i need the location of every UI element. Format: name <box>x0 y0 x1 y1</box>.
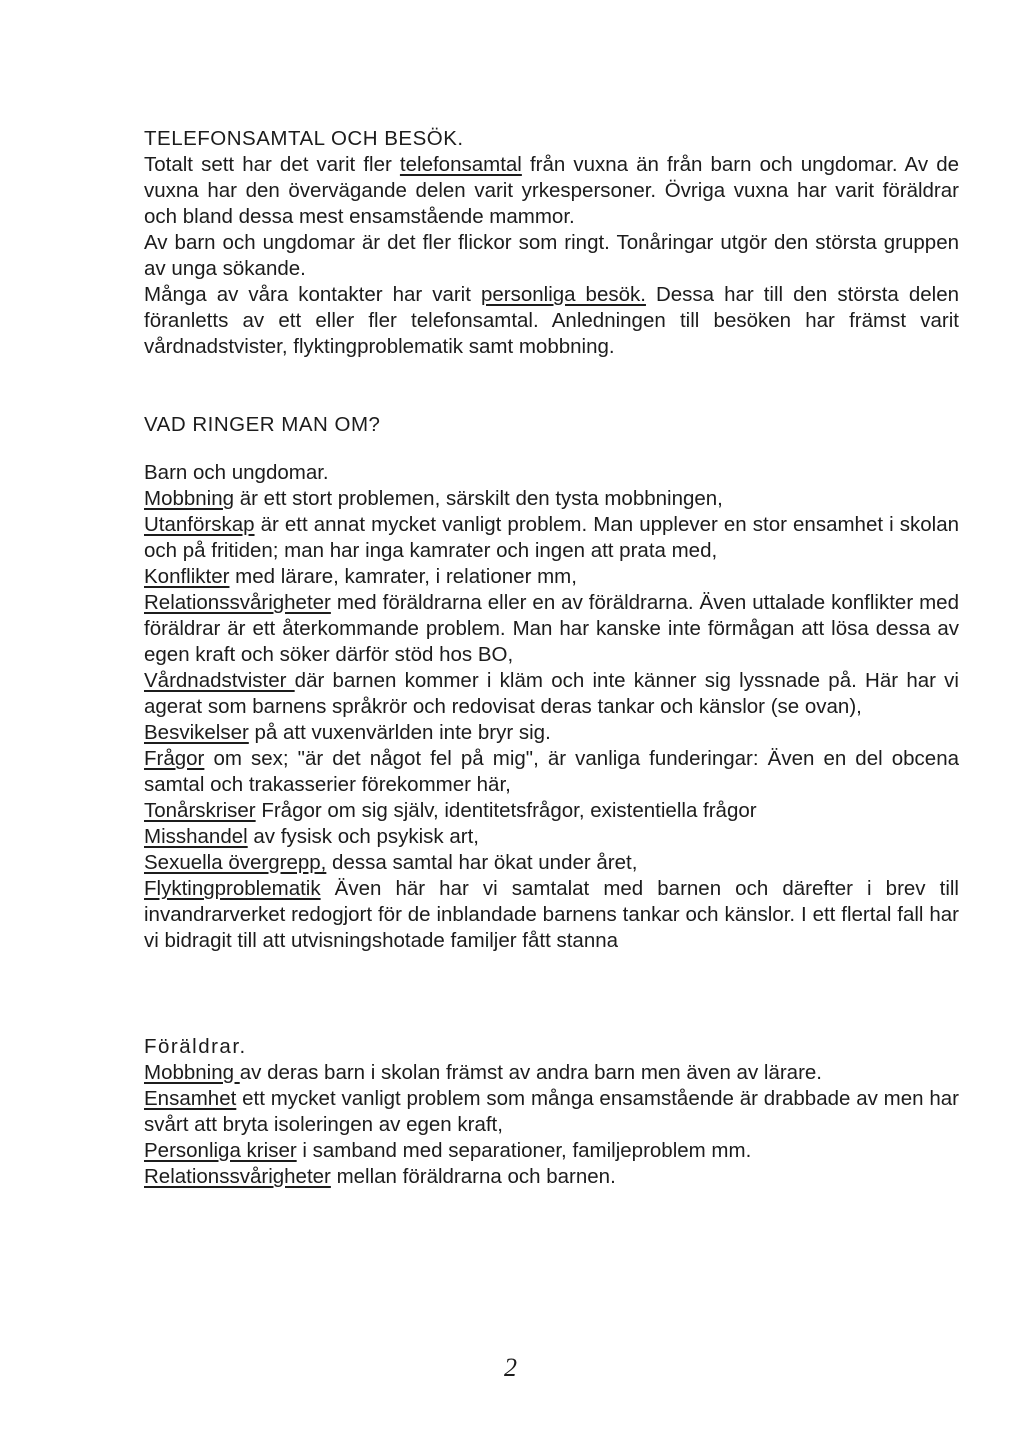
paragraph-text: Totalt sett har det varit fler <box>144 153 400 176</box>
paragraph-text: Många av våra kontakter har varit <box>144 283 481 306</box>
list-term: Besvikelser <box>144 721 249 744</box>
list-term: Tonårskriser <box>144 799 256 822</box>
list-term: Mobbning <box>144 487 235 510</box>
section-heading-calls-visits: TELEFONSAMTAL OCH BESÖK. <box>144 127 464 150</box>
list-item <box>144 850 959 876</box>
list-term: Utanförskap <box>144 513 255 536</box>
list-text: i samband med separationer, familjeproblem mm. <box>296 1139 752 1162</box>
list-item <box>144 876 959 954</box>
list-term: Misshandel <box>144 825 248 848</box>
list-text: dessa samtal har ökat under året, <box>326 851 638 874</box>
underlined-term: personliga besök. <box>480 283 646 306</box>
underlined-term: telefonsamtal <box>399 153 522 176</box>
list-item <box>144 798 959 824</box>
list-text: är ett stort problemen, särskilt den tysta mobbningen, <box>234 487 723 510</box>
section-heading-what-calls: VAD RINGER MAN OM? <box>144 413 381 436</box>
list-term: Relationssvårigheter <box>144 591 331 614</box>
list-item <box>144 486 959 512</box>
list-item <box>144 1138 959 1164</box>
list-item <box>144 1086 959 1138</box>
paragraph-calls <box>144 152 959 230</box>
list-text: där barnen kommer i kläm och inte känner sig lyssnade på. Här har vi agerat som barnens språkrör och redovisat deras tankar och känslor (se ovan), <box>144 669 959 718</box>
list-term: Frågor <box>144 747 205 770</box>
list-text: om sex; "är det något fel på mig", är vanliga funderingar: Även en del obcena samtal och trakasserier förekommer här, <box>144 747 959 796</box>
list-text: av deras barn i skolan främst av andra barn men även av lärare. <box>239 1061 823 1084</box>
list-text: är ett annat mycket vanligt problem. Man upplever en stor ensamhet i skolan och på fritiden; man har inga kamrater och ingen att prata med, <box>144 513 959 562</box>
page-number: 2 <box>504 1353 517 1382</box>
list-item <box>144 746 959 798</box>
list-item <box>144 824 959 850</box>
list-term: Ensamhet <box>144 1087 237 1110</box>
list-text: med lärare, kamrater, i relationer mm, <box>229 565 577 588</box>
paragraph-text: Dessa har till den största delen föranletts av ett eller fler telefonsamtal. Anledningen till besöken har främst varit vårdnadstvister, flyktingproblematik samt mobbning. <box>144 283 960 358</box>
paragraph-text: från vuxna än från barn och ungdomar. Av de vuxna har den övervägande delen varit yrkespersoner. Övriga vuxna har varit föräldrar och bland dessa mest ensamstående mammor. <box>144 153 959 228</box>
list-term: Relationssvårigheter <box>144 1165 331 1188</box>
list-text: på att vuxenvärlden inte bryr sig. <box>248 721 551 744</box>
list-text: av fysisk och psykisk art, <box>247 825 479 848</box>
list-text: ett mycket vanligt problem som många ensamstående är drabbade av men har svårt att bryta isoleringen av egen kraft, <box>144 1087 959 1136</box>
list-item <box>144 590 959 668</box>
list-term: Personliga kriser <box>144 1139 297 1162</box>
list-item <box>144 512 959 564</box>
list-text: mellan föräldrarna och barnen. <box>330 1165 616 1188</box>
list-item <box>144 720 959 746</box>
list-term: Flyktingproblematik <box>144 877 321 900</box>
list-term: Vårdnadstvister <box>144 669 295 692</box>
list-term: Konflikter <box>144 565 230 588</box>
section-heading-parents: Föräldrar. <box>144 1035 247 1058</box>
document-page <box>144 126 959 1190</box>
list-item <box>144 1164 959 1190</box>
paragraph-visits <box>144 282 959 360</box>
list-text: Frågor om sig själv, identitetsfrågor, existentiella frågor <box>255 799 757 822</box>
list-text: med föräldrarna eller en av föräldrarna. Även uttalade konflikter med föräldrar är ett återkommande problem. Man har kanske inte förmågan att lösa dessa av egen kraft och söker därför stöd hos BO, <box>144 591 959 666</box>
list-item <box>144 668 959 720</box>
subheading-children: Barn och ungdomar. <box>144 461 329 484</box>
list-text: Även här har vi samtalat med barnen och därefter i brev till invandrarverket redogjort för de inblandade barnens tankar och känslor. I ett flertal fall har vi bidragit till att utvisningshotade familjer fått stanna <box>144 877 959 952</box>
list-item <box>144 564 959 590</box>
list-item <box>144 1060 959 1086</box>
list-term: Sexuella övergrepp, <box>144 851 327 874</box>
paragraph-youth-callers: Av barn och ungdomar är det fler flickor som ringt. Tonåringar utgör den största gruppen av unga sökande. <box>144 231 959 280</box>
list-term: Mobbning <box>144 1061 240 1084</box>
